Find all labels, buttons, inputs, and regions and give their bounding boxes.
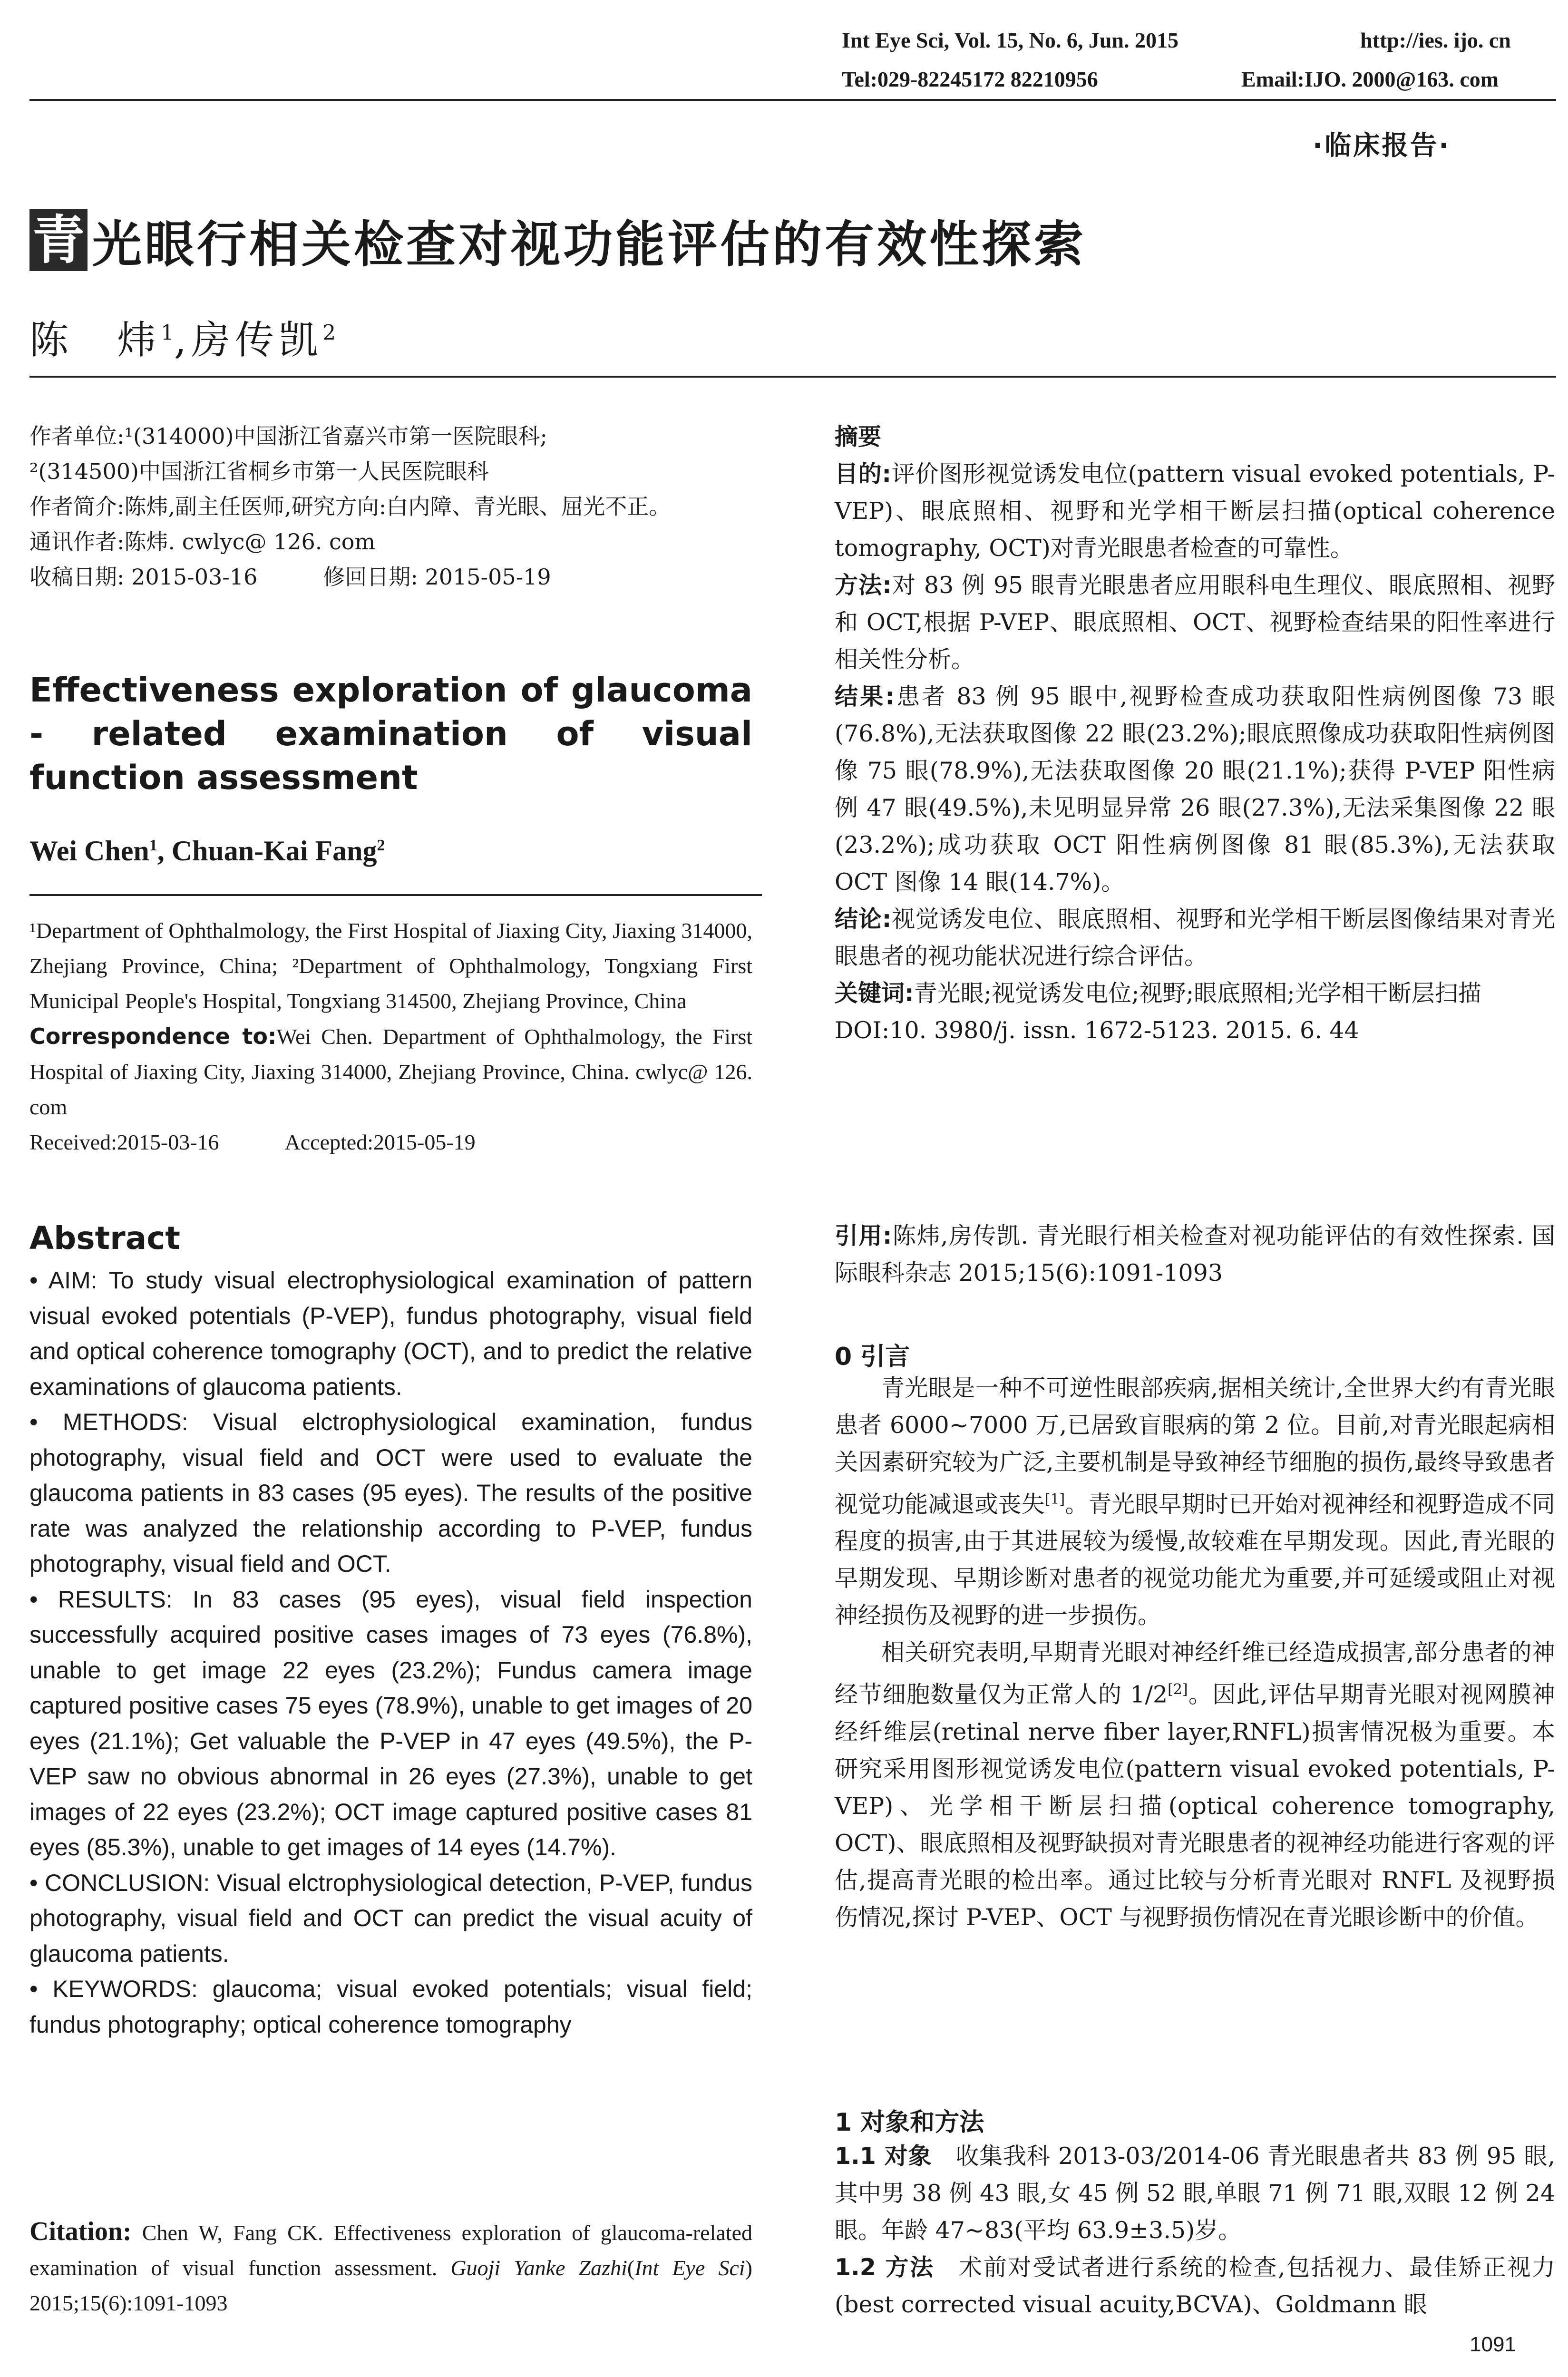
author-1-sup: 1 (161, 321, 175, 345)
methods-text: Visual elctrophysiological examination, fundus photography, visual field and OCT were used to evaluate the glaucoma patients in 83 cases (95 eyes). The results of the positive rate was analyzed the relationship according to P-VEP, fundus photography, visual field and OCT. (29, 1409, 752, 1577)
methods-heading: 1 对象和方法 (835, 2108, 984, 2137)
methods-cn-text: 对 83 例 95 眼青光眼患者应用眼科电生理仪、眼底照相、视野和 OCT,根据 P-VEP、眼底照相、OCT、视野检查结果的阳性率进行相关性分析。 (835, 572, 1555, 673)
title-rule (29, 376, 1556, 378)
abstract-cn-methods (835, 567, 1555, 678)
method-text: 术前对受试者进行系统的检查,包括视力、最佳矫正视力(best corrected visual acuity,BCVA)、Goldmann 眼 (835, 2254, 1555, 2318)
abstract-cn-conclusion (835, 901, 1555, 975)
subjects-label: 1.1 对象 (835, 2143, 932, 2170)
affiliation-en (29, 913, 752, 1160)
keywords-label: • KEYWORDS: (29, 1976, 198, 2002)
correspondence-label: Correspondence to: (29, 1023, 277, 1049)
author-en-1: Wei Chen (29, 835, 149, 867)
journal-email[interactable]: Email:IJO. 2000@163. com (1241, 67, 1499, 91)
header-rule (29, 99, 1556, 101)
conclusion-label: • CONCLUSION: (29, 1869, 210, 1896)
citation-cn (835, 1218, 1555, 1292)
results-text: In 83 cases (95 eyes), visual field inspection successfully acquired positive cases images of 73 eyes (76.8%), unable to get image 22 eyes (23.2%); Fundus camera image captured positive cases 75 eyes (78.9%), unable to get images of 20 eyes (21.1%); Get valuable the P-VEP in 47 eyes (49.5%), the P-VEP saw no obvious abnormal in 26 eyes (27.3%), unable to get images of 22 eyes (23.2%); OCT image captured positive cases 81 eyes (85.3%), unable to get images of 14 eyes (14.7%). (29, 1586, 752, 1861)
abstract-conclusion (29, 1865, 752, 1972)
keywords-cn-text: 青光眼;视觉诱发电位;视野;眼底照相;光学相干断层扫描 (914, 980, 1481, 1007)
affiliation-rule (29, 894, 762, 896)
abstract-keywords (29, 1971, 752, 2042)
corresponding-author: 通讯作者:陈炜. cwlyc@ 126. com (29, 529, 376, 555)
methods-body (835, 2138, 1555, 2323)
citation-journal: Guoji Yanke Zazhi (450, 2256, 627, 2280)
citation-journal-en: Int Eye Sci (634, 2256, 745, 2280)
results-cn-label: 结果: (835, 683, 895, 710)
author-unit-2: ²(314500)中国浙江省桐乡市第一人民医院眼科 (29, 458, 489, 484)
author-info-cn (29, 419, 752, 594)
author-bio: 作者简介:陈炜,副主任医师,研究方向:白内障、青光眼、屈光不正。 (29, 494, 671, 519)
results-label: • RESULTS: (29, 1586, 173, 1613)
journal-tel: Tel:029-82245172 82210956 (842, 67, 1098, 91)
title-first-char: 青 (29, 209, 88, 271)
intro-p2-text: 相关研究表明,早期青光眼对神经纤维已经造成损害,部分患者的神经节细胞数量仅为正常人的 1/2 (835, 1639, 1555, 1708)
intro-paragraph-1 (835, 1370, 1555, 1634)
abstract-aim (29, 1263, 752, 1404)
aim-text: To study visual electrophysiological examination of pattern visual evoked potentials (P-VEP), fundus photography, visual field and optical coherence tomography (OCT), and to predict the relative examinations of glaucoma patients. (29, 1267, 753, 1400)
section-tag: ·临床报告· (1313, 130, 1451, 161)
abstract-heading: Abstract (29, 1220, 180, 1257)
received-dates-cn: 收稿日期: 2015-03-16 修回日期: 2015-05-19 (29, 564, 551, 590)
conclusion-text: Visual elctrophysiological detection, P-VEP, fundus photography, visual field and OCT can predict the visual acuity of glaucoma patients. (29, 1869, 752, 1967)
author-en-1-sup: 1 (149, 837, 157, 854)
title-text: 光眼行相关检查对视功能评估的有效性探索 (92, 215, 1087, 273)
subjects-text: 收集我科 2013-03/2014-06 青光眼患者共 83 例 95 眼,其中男 38 例 43 眼,女 45 例 52 眼,单眼 71 例 71 眼,双眼 12 例 24 眼。年龄 47~83(平均 63.9±3.5)岁。 (835, 2143, 1555, 2244)
article-title (29, 205, 1086, 276)
intro-paragraph-2 (835, 1634, 1555, 1936)
results-cn-text: 患者 83 例 95 眼中,视野检查成功获取阳性病例图像 73 眼(76.8%),无法获取图像 22 眼(23.2%);眼底照像成功获取阳性病例图像 75 眼(78.9%),无法获取图像 20 眼(21.1%);获得 P-VEP 阳性病例 47 眼(49.5%),未见明显异常 26 眼(27.3%),无法采集图像 22 眼(23.2%);成功获取 OCT 阳性病例图像 81 眼(85.3%),无法获取 OCT 图像 14 眼(14.7%)。 (835, 683, 1555, 896)
english-title: Effectiveness exploration of glaucoma - related examination of visual function assessment (29, 671, 752, 797)
keywords-cn-label: 关键词: (835, 980, 914, 1007)
citation-en: Citation: Chen W, Fang CK. Effectiveness exploration of glaucoma-related examination of visual function assessment. Guoji Yanke Zazhi(Int Eye Sci) 2015;15(6):1091-1093 (29, 2217, 752, 2315)
conclusion-cn-label: 结论: (835, 906, 892, 933)
abstract-cn-aim (835, 456, 1555, 567)
intro-p1-cont: 。青光眼早期时已开始对视神经和视野造成不同程度的损害,由于其进展较为缓慢,故较难在早期发现。因此,青光眼的早期发现、早期诊断对患者的视觉功能尤为重要,并可延缓或阻止对视神经损伤及视野的进一步损伤。 (835, 1490, 1555, 1629)
ref-1[interactable]: [1] (1044, 1491, 1065, 1508)
authors-cn (29, 309, 336, 365)
abstract-cn-heading: 摘要 (835, 423, 882, 450)
correspondence-text: Wei Chen. Department of Ophthalmology, the First Hospital of Jiaxing City, Jiaxing 314000, Zhejiang Province, China. cwlyc@ 126. com (29, 1024, 753, 1119)
journal-url[interactable]: http://ies. ijo. cn (1360, 28, 1511, 52)
citation-volume: 2015;15(6):1091-1093 (29, 2291, 228, 2315)
aim-cn-label: 目的: (835, 460, 891, 487)
methods-subjects (835, 2138, 1555, 2249)
citation-cn-text: 陈炜,房传凯. 青光眼行相关检查对视功能评估的有效性探索. 国际眼科杂志 2015;15(6):1091-1093 (835, 1222, 1555, 1286)
citation-label: Citation: (29, 2217, 132, 2246)
methods-label: • METHODS: (29, 1409, 188, 1435)
doi[interactable]: DOI:10. 3980/j. issn. 1672-5123. 2015. 6. 44 (835, 1017, 1359, 1044)
methods-cn-label: 方法: (835, 572, 892, 599)
abstract-methods (29, 1404, 752, 1582)
author-en-sep: , (157, 835, 172, 867)
keywords-text: glaucoma; visual evoked potentials; visual field; fundus photography; optical coherence tomography (29, 1976, 752, 2038)
abstract-en (29, 1263, 752, 2042)
author-1: 陈 炜 (29, 318, 161, 363)
abstract-cn-keywords (835, 975, 1555, 1012)
authors-en (29, 835, 385, 867)
abstract-cn-results (835, 678, 1555, 901)
affiliation-text: ¹Department of Ophthalmology, the First Hospital of Jiaxing City, Jiaxing 314000, Zhejiang Province, China; ²Department of Ophthalmology, Tongxiang First Municipal People's Hospital, Tongxiang 314500, Zhejiang Province, China (29, 918, 752, 1013)
conclusion-cn-text: 视觉诱发电位、眼底照相、视野和光学相干断层图像结果对青光眼患者的视功能状况进行综合评估。 (835, 906, 1555, 970)
author-en-2: Chuan-Kai Fang (171, 835, 377, 867)
author-2-sup: 2 (322, 321, 336, 345)
intro-body (835, 1370, 1555, 1936)
journal-info: Int Eye Sci, Vol. 15, No. 6, Jun. 2015 (842, 28, 1179, 52)
intro-p2-cont: 。因此,评估早期青光眼对视网膜神经纤维层(retinal nerve fiber layer,RNFL)损害情况极为重要。本研究采用图形视觉诱发电位(pattern visual evoked potentials, P-VEP)、光学相干断层扫描(optical coherence tomography, OCT)、眼底照相及视野缺损对青光眼患者的视神经功能进行客观的评估,提高青光眼的检出率。通过比较与分析青光眼对 RNFL 及视野损伤情况,探讨 P-VEP、OCT 与视野损伤情况在青光眼诊断中的价值。 (835, 1681, 1556, 1931)
author-en-2-sup: 2 (377, 837, 385, 854)
correspondence (29, 1019, 752, 1125)
abstract-cn (835, 419, 1555, 1049)
author-sep: , (174, 318, 192, 363)
aim-cn-text: 评价图形视觉诱发电位(pattern visual evoked potentials, P-VEP)、眼底照相、视野和光学相干断层扫描(optical coherence tomography, OCT)对青光眼患者检查的可靠性。 (835, 460, 1555, 562)
abstract-results (29, 1582, 752, 1865)
method-label: 1.2 方法 (835, 2254, 935, 2281)
author-2: 房传凯 (191, 318, 323, 363)
received-dates-en: Received:2015-03-16 Accepted:2015-05-19 (29, 1130, 476, 1154)
intro-heading: 0 引言 (835, 1343, 910, 1371)
intro-p1-text: 青光眼是一种不可逆性眼部疾病,据相关统计,全世界大约有青光眼患者 6000~7000 万,已居致盲眼病的第 2 位。目前,对青光眼起病相关因素研究较为广泛,主要机制是导致神经节细胞的损伤,最终导致患者视觉功能减退或丧失 (835, 1374, 1555, 1518)
page-number: 1091 (1470, 2333, 1516, 2356)
author-unit: 作者单位:¹(314000)中国浙江省嘉兴市第一医院眼科; (29, 423, 547, 449)
citation-text: Chen W, Fang CK. Effectiveness exploration of glaucoma-related examination of visual function assessment. (29, 2221, 752, 2280)
aim-label: • AIM: (29, 1267, 97, 1294)
methods-method (835, 2249, 1555, 2323)
citation-cn-label: 引用: (835, 1222, 892, 1249)
ref-2[interactable]: [2] (1168, 1681, 1188, 1698)
